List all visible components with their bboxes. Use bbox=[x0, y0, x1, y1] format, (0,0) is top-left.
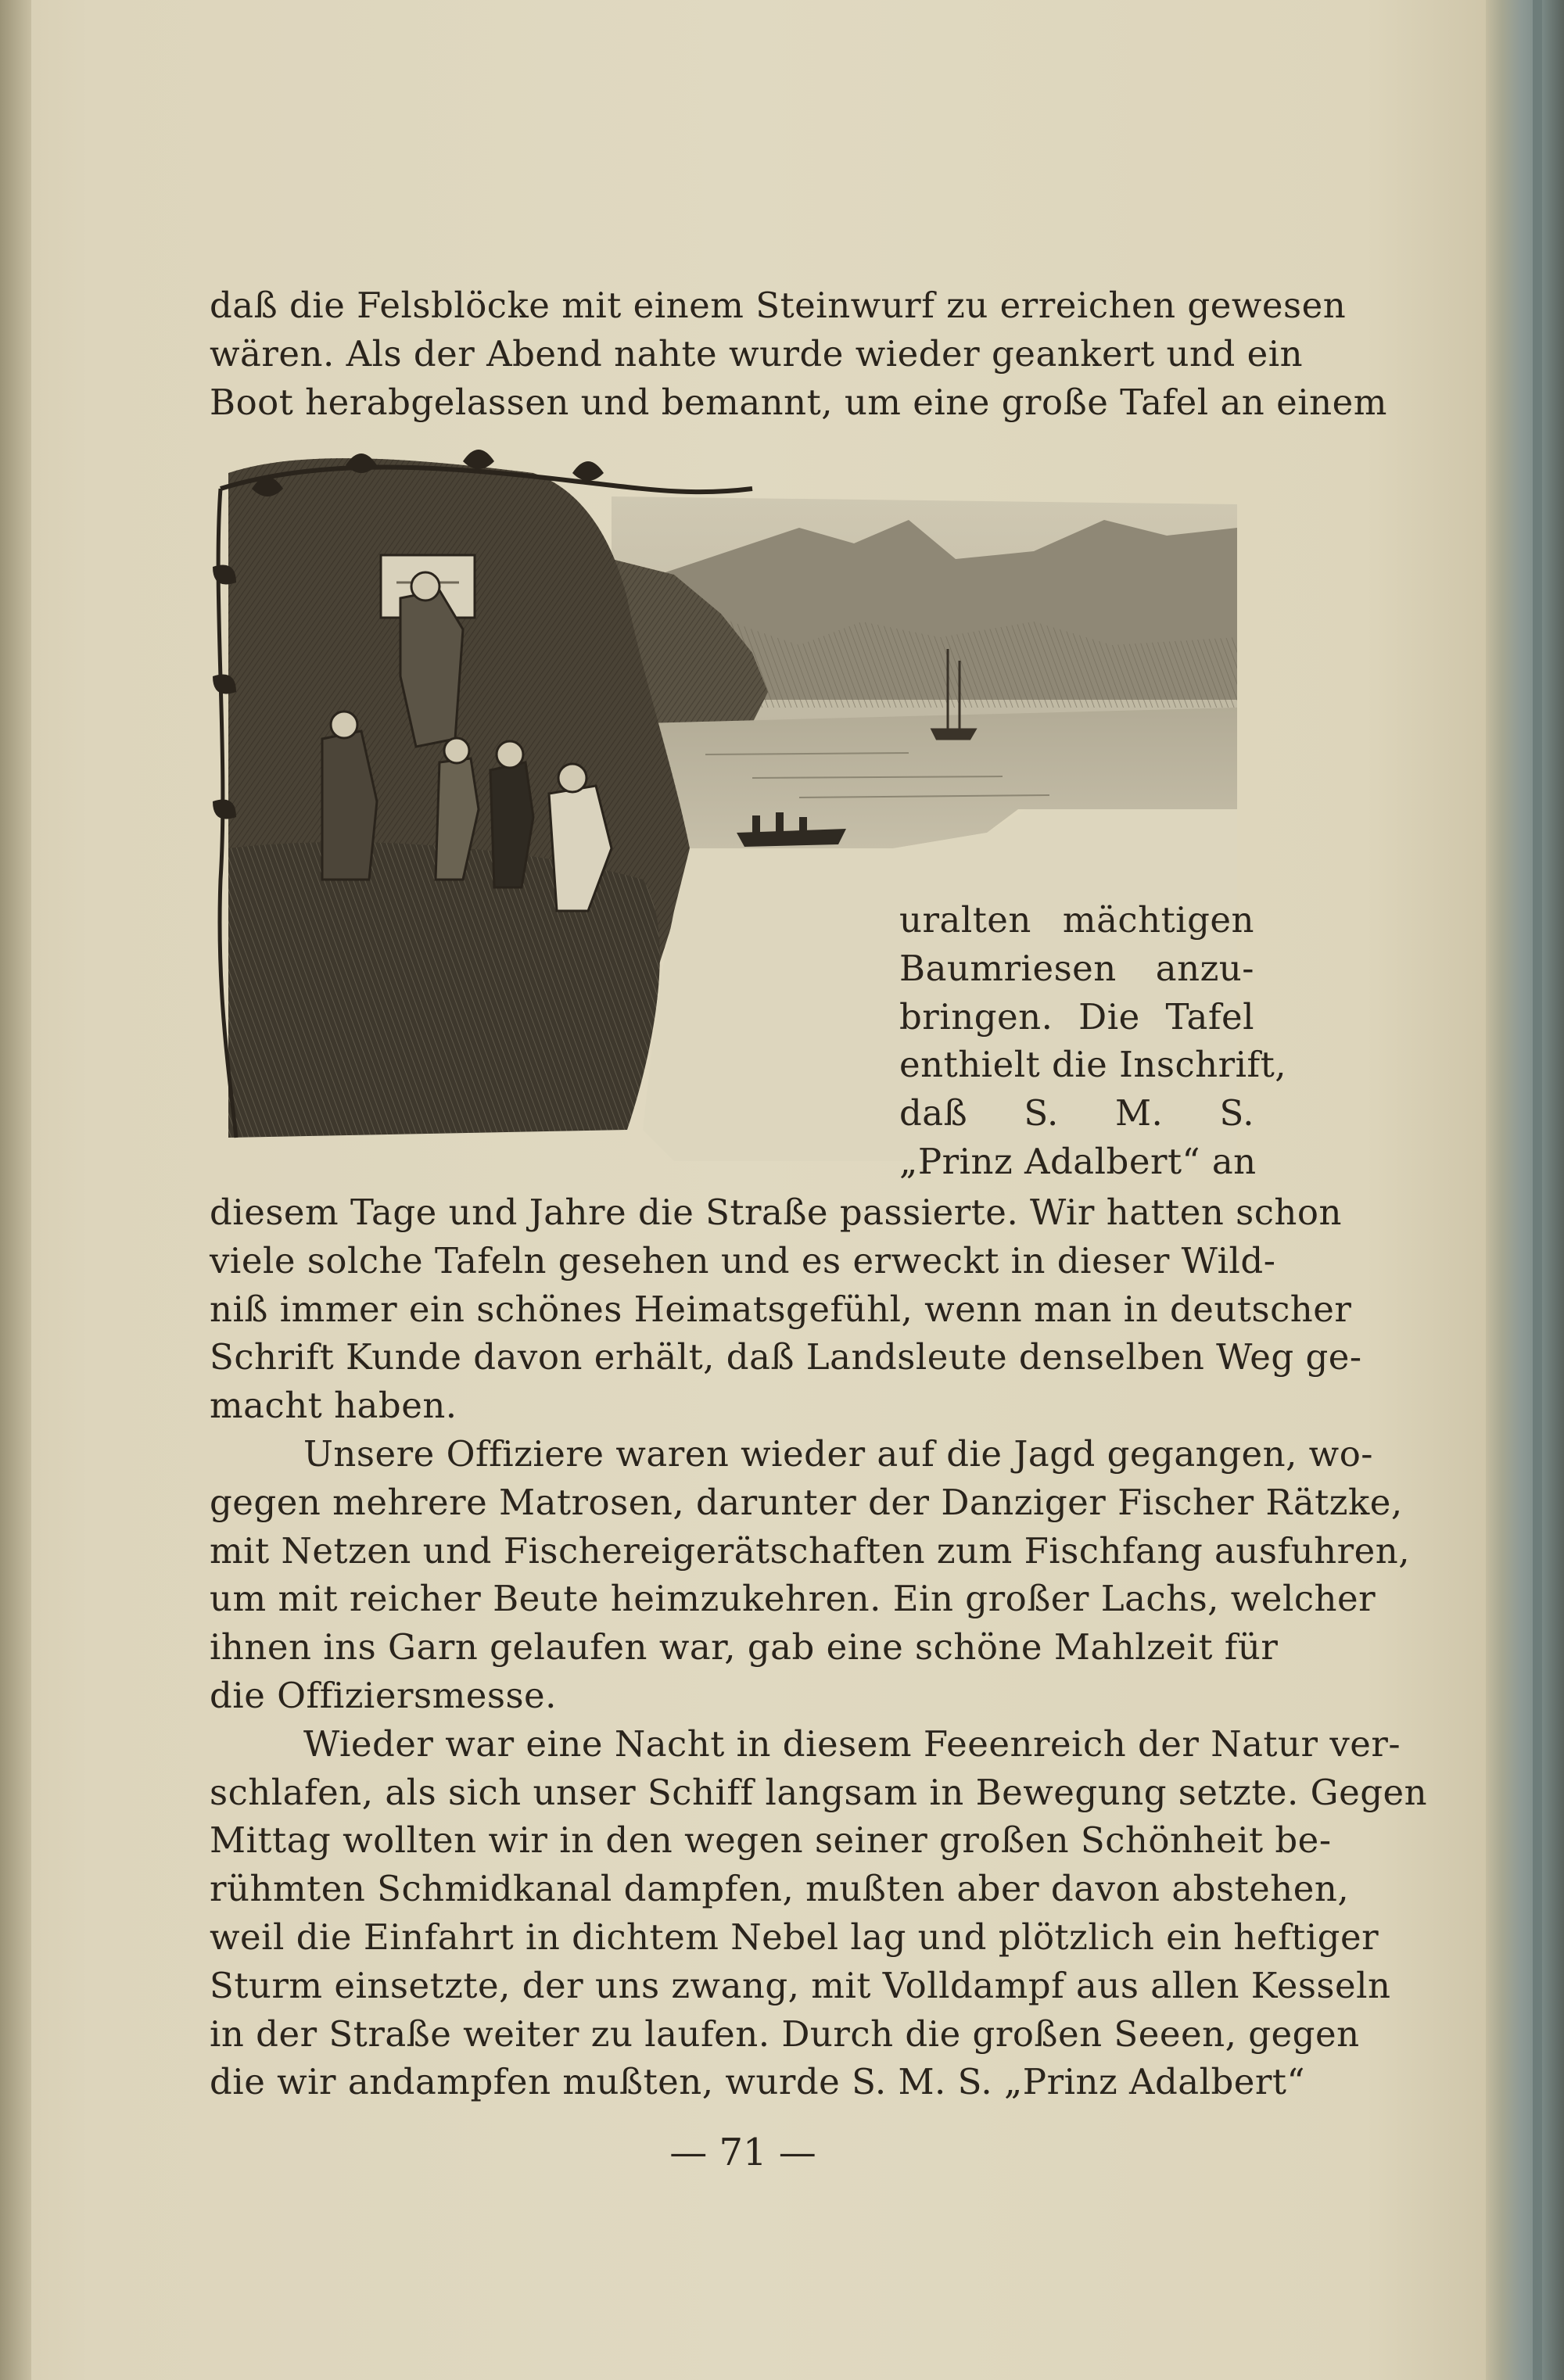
text-line: in der Straße weiter zu laufen. Durch die großen Seeen, gegen bbox=[210, 2013, 1360, 2055]
text-block-bottom bbox=[210, 1188, 1428, 2106]
text-line: wären. Als der Abend nahte wurde wieder geankert und ein bbox=[210, 332, 1304, 375]
text-line: Wieder war eine Nacht in diesem Feeenreich der Natur ver- bbox=[303, 1722, 1401, 1765]
text-line: daß S. M. S. bbox=[899, 1092, 1254, 1134]
text-line: um mit reicher Beute heimzukehren. Ein großer Lachs, welcher bbox=[210, 1578, 1376, 1620]
text-line: Baumriesen anzu- bbox=[899, 947, 1254, 989]
text-line: viele solche Tafeln gesehen und es erweckt in dieser Wild- bbox=[210, 1239, 1276, 1281]
text-line: ihnen ins Garn gelaufen war, gab eine schöne Mahlzeit für bbox=[210, 1626, 1279, 1669]
text-block-side bbox=[899, 896, 1287, 1186]
text-line: niß immer ein schönes Heimatsgefühl, wenn man in deutscher bbox=[210, 1288, 1352, 1330]
text-line: diesem Tage und Jahre die Straße passierte. Wir hatten schon bbox=[210, 1192, 1342, 1233]
book-cover-edge bbox=[1533, 0, 1542, 2380]
text-line: mit Netzen und Fischereigerätschaften zum Fischfang ausfuhren, bbox=[210, 1529, 1411, 1572]
text-line: Boot herabgelassen und bemannt, um eine große Tafel an einem bbox=[210, 381, 1387, 423]
text-line: rühmten Schmidkanal dampfen, mußten aber davon abstehen, bbox=[210, 1868, 1350, 1910]
text-line: enthielt die Inschrift, bbox=[899, 1044, 1287, 1086]
text-line: bringen. Die Tafel bbox=[899, 995, 1254, 1038]
text-line: die wir andampfen mußten, wurde S. M. S. „Prinz Adalbert“ bbox=[210, 2061, 1306, 2103]
text-line: Schrift Kunde davon erhält, daß Landsleute denselben Weg ge- bbox=[210, 1336, 1362, 1378]
text-block-top bbox=[210, 281, 1387, 426]
text-line: Sturm einsetzte, der uns zwang, mit Volldampf aus allen Kesseln bbox=[210, 1964, 1391, 2006]
text-line: schlafen, als sich unser Schiff langsam in Bewegung setzte. Gegen bbox=[210, 1771, 1428, 1813]
book-fore-edge bbox=[1486, 0, 1564, 2380]
text-line: uralten mächtigen bbox=[899, 899, 1254, 941]
text-line: weil die Einfahrt in dichtem Nebel lag und plötzlich ein heftiger bbox=[210, 1916, 1379, 1958]
text-line: daß die Felsblöcke mit einem Steinwurf zu erreichen gewesen bbox=[210, 285, 1347, 326]
text-line: macht haben. bbox=[210, 1385, 457, 1427]
page-number: — 71 — bbox=[669, 2131, 816, 2174]
text-line: gegen mehrere Matrosen, darunter der Danziger Fischer Rätzke, bbox=[210, 1481, 1403, 1523]
text-line: die Offiziersmesse. bbox=[210, 1674, 557, 1716]
text-line: Unsere Offiziere waren wieder auf die Jagd gegangen, wo- bbox=[303, 1432, 1374, 1475]
text-line: „Prinz Adalbert“ an bbox=[899, 1140, 1257, 1182]
text-line: Mittag wollten wir in den wegen seiner großen Schönheit be- bbox=[210, 1819, 1332, 1862]
page-gutter bbox=[0, 0, 31, 2380]
